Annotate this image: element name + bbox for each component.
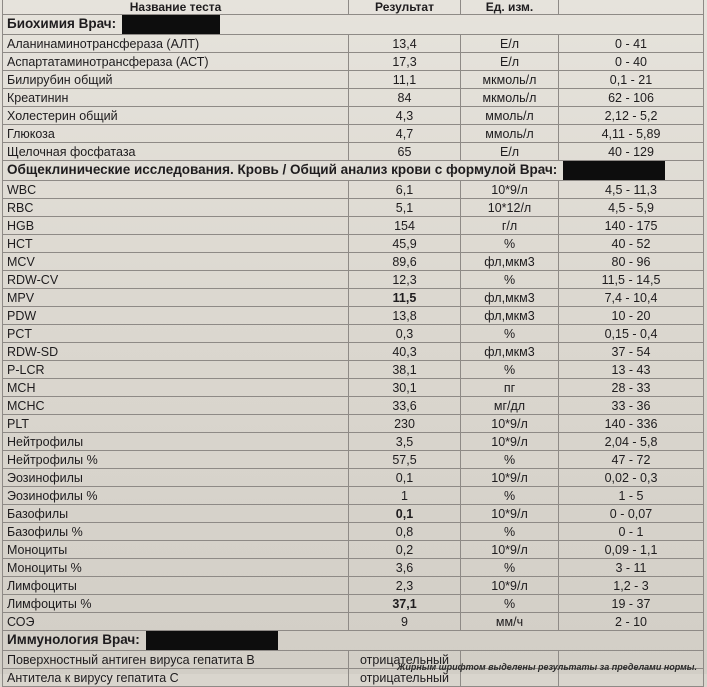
unit-value: Е/л bbox=[461, 143, 559, 161]
table-row bbox=[3, 487, 704, 505]
table-row bbox=[3, 523, 704, 541]
table-row bbox=[3, 361, 704, 379]
table-row bbox=[3, 397, 704, 415]
table-row bbox=[3, 89, 704, 107]
unit-value: % bbox=[461, 325, 559, 343]
result-value: 40,3 bbox=[349, 343, 461, 361]
test-name: MCH bbox=[3, 379, 349, 397]
unit-value: ммоль/л bbox=[461, 125, 559, 143]
reference-range: 140 - 336 bbox=[559, 415, 704, 433]
test-name: Эозинофилы % bbox=[3, 487, 349, 505]
section-title: Общеклинические исследования. Кровь / Общий анализ крови с формулой Врач: bbox=[7, 162, 558, 178]
unit-value: мг/дл bbox=[461, 397, 559, 415]
table-row bbox=[3, 181, 704, 199]
table-row bbox=[3, 125, 704, 143]
unit-value: % bbox=[461, 271, 559, 289]
unit-value: % bbox=[461, 487, 559, 505]
table-row bbox=[3, 35, 704, 53]
test-name: Базофилы % bbox=[3, 523, 349, 541]
reference-range: 40 - 52 bbox=[559, 235, 704, 253]
test-name: PLT bbox=[3, 415, 349, 433]
test-name: RDW-SD bbox=[3, 343, 349, 361]
section-title: Биохимия Врач: bbox=[7, 16, 117, 32]
unit-value: ммоль/л bbox=[461, 107, 559, 125]
result-value: 13,4 bbox=[349, 35, 461, 53]
result-value: 11,5 bbox=[349, 289, 461, 307]
unit-value: фл,мкм3 bbox=[461, 253, 559, 271]
test-name: RDW-CV bbox=[3, 271, 349, 289]
unit-value: пг bbox=[461, 379, 559, 397]
test-name: Билирубин общий bbox=[3, 71, 349, 89]
result-value: 45,9 bbox=[349, 235, 461, 253]
result-value: 9 bbox=[349, 613, 461, 631]
reference-range: 40 - 129 bbox=[559, 143, 704, 161]
result-value: 3,5 bbox=[349, 433, 461, 451]
test-name: СОЭ bbox=[3, 613, 349, 631]
unit-value: г/л bbox=[461, 217, 559, 235]
result-value: 3,6 bbox=[349, 559, 461, 577]
table-row bbox=[3, 469, 704, 487]
result-value: 0,1 bbox=[349, 469, 461, 487]
reference-range: 2 - 10 bbox=[559, 613, 704, 631]
redacted-doctor-name bbox=[122, 15, 220, 34]
result-value: 0,8 bbox=[349, 523, 461, 541]
section-header bbox=[3, 161, 704, 181]
table-row bbox=[3, 107, 704, 125]
unit-value: 10*9/л bbox=[461, 505, 559, 523]
reference-range: 4,5 - 11,3 bbox=[559, 181, 704, 199]
unit-value: Е/л bbox=[461, 53, 559, 71]
reference-range: 0,15 - 0,4 bbox=[559, 325, 704, 343]
table-row bbox=[3, 343, 704, 361]
result-value: 4,7 bbox=[349, 125, 461, 143]
table-row bbox=[3, 199, 704, 217]
reference-range: 0,09 - 1,1 bbox=[559, 541, 704, 559]
unit-value: % bbox=[461, 361, 559, 379]
column-header-reference bbox=[559, 0, 704, 15]
result-value: 11,1 bbox=[349, 71, 461, 89]
test-name: Аланинаминотрансфераза (АЛТ) bbox=[3, 35, 349, 53]
column-header-result: Результат bbox=[349, 0, 461, 15]
result-value: отрицательный bbox=[349, 669, 461, 687]
table-row bbox=[3, 379, 704, 397]
test-name: Холестерин общий bbox=[3, 107, 349, 125]
section-title-cell bbox=[3, 161, 704, 181]
test-name: Щелочная фосфатаза bbox=[3, 143, 349, 161]
reference-range: 7,4 - 10,4 bbox=[559, 289, 704, 307]
section-title: Иммунология Врач: bbox=[7, 632, 140, 648]
reference-range: 2,12 - 5,2 bbox=[559, 107, 704, 125]
unit-value: 10*12/л bbox=[461, 199, 559, 217]
table-row bbox=[3, 559, 704, 577]
result-value: 33,6 bbox=[349, 397, 461, 415]
result-value: 4,3 bbox=[349, 107, 461, 125]
result-value: 0,3 bbox=[349, 325, 461, 343]
test-name: Базофилы bbox=[3, 505, 349, 523]
reference-range: 140 - 175 bbox=[559, 217, 704, 235]
reference-range: 0 - 1 bbox=[559, 523, 704, 541]
reference-range: 0 - 0,07 bbox=[559, 505, 704, 523]
result-value: 38,1 bbox=[349, 361, 461, 379]
result-value: 84 bbox=[349, 89, 461, 107]
result-value: отрицательный bbox=[349, 651, 461, 669]
table-row bbox=[3, 595, 704, 613]
reference-range: 1,2 - 3 bbox=[559, 577, 704, 595]
reference-range: 1 - 5 bbox=[559, 487, 704, 505]
reference-range: 3 - 11 bbox=[559, 559, 704, 577]
table-row bbox=[3, 235, 704, 253]
column-header-test-name: Название теста bbox=[3, 0, 349, 15]
result-value: 5,1 bbox=[349, 199, 461, 217]
section-header bbox=[3, 631, 704, 651]
reference-range: 47 - 72 bbox=[559, 451, 704, 469]
unit-value: 10*9/л bbox=[461, 541, 559, 559]
test-name: Аспартатаминотрансфераза (АСТ) bbox=[3, 53, 349, 71]
result-value: 65 bbox=[349, 143, 461, 161]
unit-value: % bbox=[461, 559, 559, 577]
result-value: 89,6 bbox=[349, 253, 461, 271]
test-name: HCT bbox=[3, 235, 349, 253]
test-name: RBC bbox=[3, 199, 349, 217]
redacted-doctor-name bbox=[563, 161, 665, 180]
section-title-cell bbox=[3, 631, 704, 651]
test-name: Нейтрофилы bbox=[3, 433, 349, 451]
reference-range: 0,1 - 21 bbox=[559, 71, 704, 89]
unit-value: мкмоль/л bbox=[461, 71, 559, 89]
reference-range: 80 - 96 bbox=[559, 253, 704, 271]
test-name: Моноциты % bbox=[3, 559, 349, 577]
unit-value: % bbox=[461, 595, 559, 613]
table-row bbox=[3, 71, 704, 89]
test-name: Поверхностный антиген вируса гепатита В bbox=[3, 651, 349, 669]
test-name: P-LCR bbox=[3, 361, 349, 379]
test-name: Антитела к вирусу гепатита С bbox=[3, 669, 349, 687]
result-value: 30,1 bbox=[349, 379, 461, 397]
test-name: Креатинин bbox=[3, 89, 349, 107]
reference-range: 0,02 - 0,3 bbox=[559, 469, 704, 487]
result-value: 17,3 bbox=[349, 53, 461, 71]
reference-range: 0 - 40 bbox=[559, 53, 704, 71]
unit-value: % bbox=[461, 235, 559, 253]
table-row bbox=[3, 577, 704, 595]
reference-range: 62 - 106 bbox=[559, 89, 704, 107]
test-name: PDW bbox=[3, 307, 349, 325]
table-row bbox=[3, 143, 704, 161]
table-row bbox=[3, 415, 704, 433]
reference-range: 4,11 - 5,89 bbox=[559, 125, 704, 143]
test-name: Нейтрофилы % bbox=[3, 451, 349, 469]
unit-value: Е/л bbox=[461, 35, 559, 53]
table-row bbox=[3, 217, 704, 235]
table-row bbox=[3, 289, 704, 307]
reference-range: 0 - 41 bbox=[559, 35, 704, 53]
table-row bbox=[3, 505, 704, 523]
unit-value: % bbox=[461, 523, 559, 541]
section-title-cell bbox=[3, 15, 704, 35]
result-value: 13,8 bbox=[349, 307, 461, 325]
reference-range: 13 - 43 bbox=[559, 361, 704, 379]
unit-value: 10*9/л bbox=[461, 469, 559, 487]
unit-value: 10*9/л bbox=[461, 415, 559, 433]
result-value: 37,1 bbox=[349, 595, 461, 613]
unit-value: 10*9/л bbox=[461, 181, 559, 199]
table-row bbox=[3, 307, 704, 325]
result-value: 57,5 bbox=[349, 451, 461, 469]
reference-range: 2,04 - 5,8 bbox=[559, 433, 704, 451]
table-header bbox=[3, 0, 704, 15]
table-row bbox=[3, 433, 704, 451]
result-value: 2,3 bbox=[349, 577, 461, 595]
table-row bbox=[3, 325, 704, 343]
test-name: MCV bbox=[3, 253, 349, 271]
result-value: 154 bbox=[349, 217, 461, 235]
test-name: Глюкоза bbox=[3, 125, 349, 143]
reference-range: 19 - 37 bbox=[559, 595, 704, 613]
test-name: Моноциты bbox=[3, 541, 349, 559]
test-name: PCT bbox=[3, 325, 349, 343]
reference-range: 33 - 36 bbox=[559, 397, 704, 415]
result-value: 0,2 bbox=[349, 541, 461, 559]
table-row bbox=[3, 253, 704, 271]
reference-range: 28 - 33 bbox=[559, 379, 704, 397]
test-name: HGB bbox=[3, 217, 349, 235]
test-name: MCHC bbox=[3, 397, 349, 415]
section-header bbox=[3, 15, 704, 35]
result-value: 0,1 bbox=[349, 505, 461, 523]
result-value: 230 bbox=[349, 415, 461, 433]
lab-results-body bbox=[3, 0, 704, 687]
reference-range: 37 - 54 bbox=[559, 343, 704, 361]
test-name: WBC bbox=[3, 181, 349, 199]
redacted-doctor-name bbox=[146, 631, 278, 650]
footnote: Жирным шрифтом выделены результаты за пределами нормы. bbox=[396, 662, 697, 672]
lab-results-table bbox=[2, 0, 704, 687]
test-name: Эозинофилы bbox=[3, 469, 349, 487]
unit-value: 10*9/л bbox=[461, 433, 559, 451]
table-row bbox=[3, 53, 704, 71]
result-value: 12,3 bbox=[349, 271, 461, 289]
result-value: 1 bbox=[349, 487, 461, 505]
test-name: Лимфоциты % bbox=[3, 595, 349, 613]
table-row bbox=[3, 541, 704, 559]
unit-value: % bbox=[461, 451, 559, 469]
unit-value: фл,мкм3 bbox=[461, 289, 559, 307]
reference-range: 11,5 - 14,5 bbox=[559, 271, 704, 289]
unit-value: мкмоль/л bbox=[461, 89, 559, 107]
table-row bbox=[3, 613, 704, 631]
unit-value: 10*9/л bbox=[461, 577, 559, 595]
test-name: Лимфоциты bbox=[3, 577, 349, 595]
column-header-unit: Ед. изм. bbox=[461, 0, 559, 15]
unit-value: фл,мкм3 bbox=[461, 307, 559, 325]
test-name: MPV bbox=[3, 289, 349, 307]
table-row bbox=[3, 271, 704, 289]
unit-value: мм/ч bbox=[461, 613, 559, 631]
table-row bbox=[3, 451, 704, 469]
unit-value: фл,мкм3 bbox=[461, 343, 559, 361]
reference-range: 10 - 20 bbox=[559, 307, 704, 325]
reference-range: 4,5 - 5,9 bbox=[559, 199, 704, 217]
result-value: 6,1 bbox=[349, 181, 461, 199]
